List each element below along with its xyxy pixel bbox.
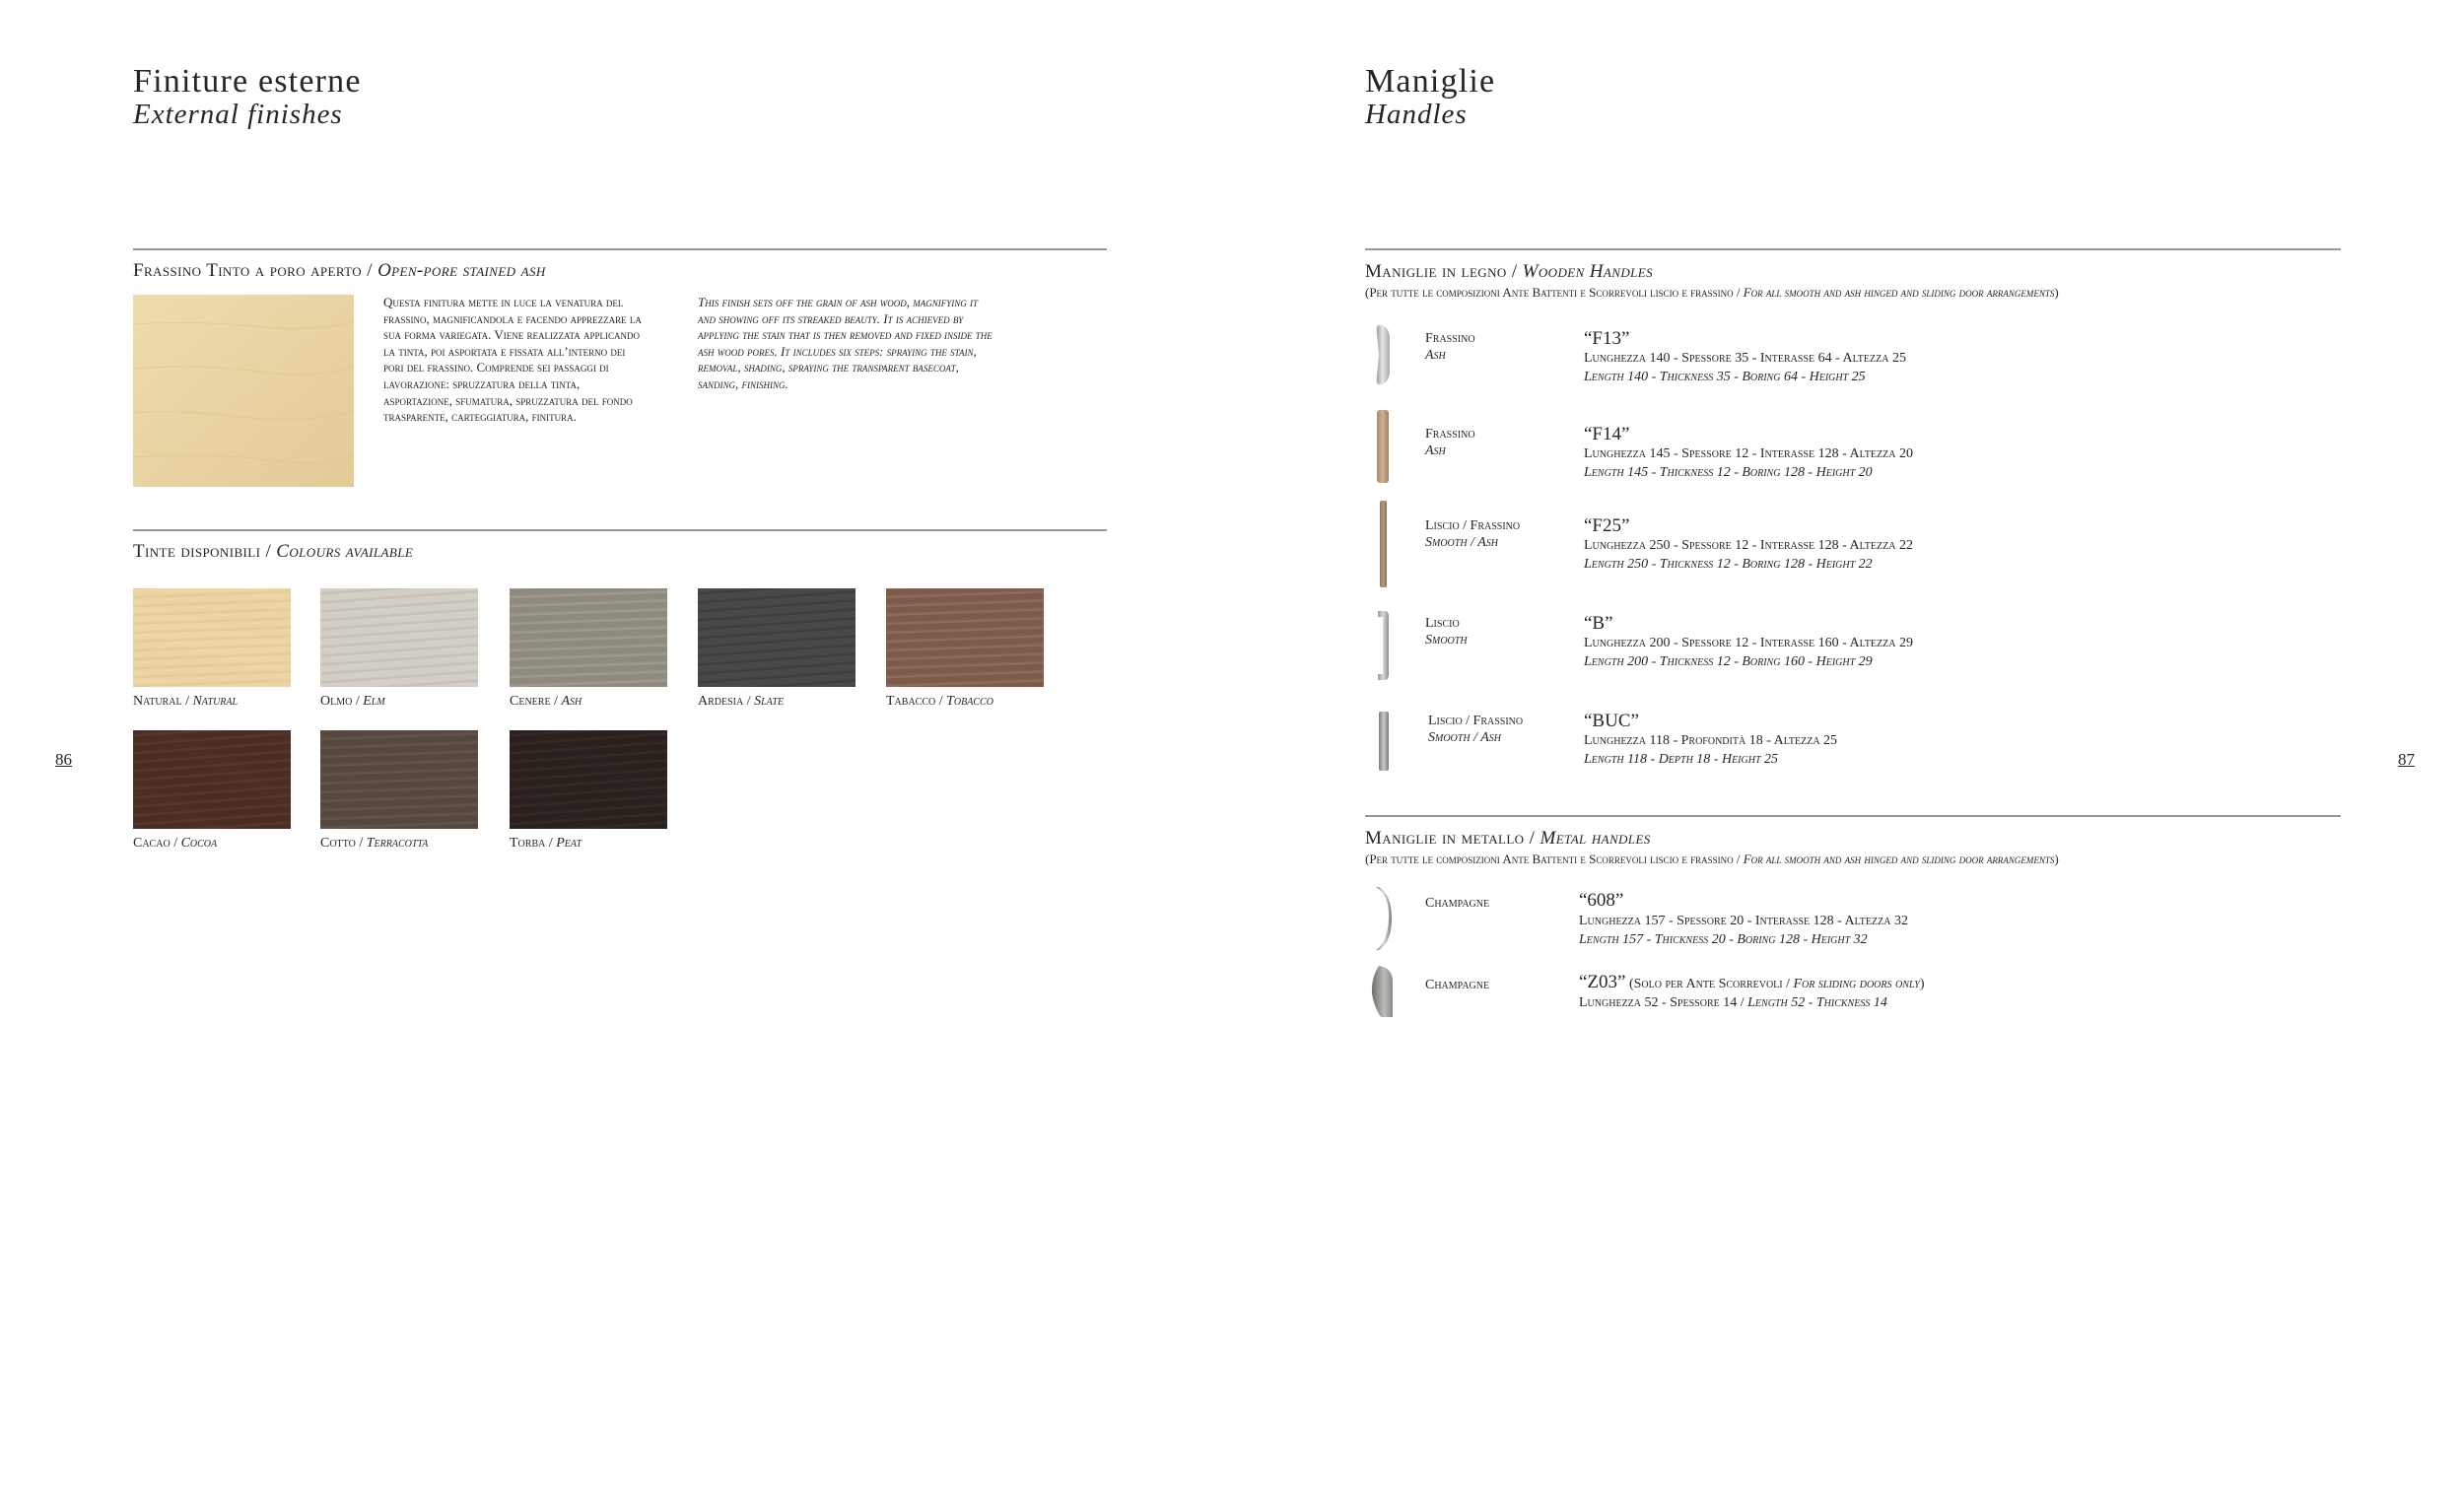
handle-model-name: “BUC” <box>1584 711 1639 731</box>
metal-handles-note: (Per tutte le composizioni Ante Battenti e Scorrevoli liscio e frassino / For all smooth and ash hinged and sliding door arrangements) <box>1365 852 2059 866</box>
handle-note: (Solo per Ante Scorrevoli / For sliding doors only) <box>1628 977 1925 991</box>
handles-page-title: Maniglie <box>1365 63 1496 100</box>
handle-spec-en: Length 157 - Thickness 20 - Boring 128 - Height 32 <box>1579 932 1868 947</box>
handle-b-image <box>1377 609 1391 687</box>
handle-spec-it: Lunghezza 200 - Spessore 12 - Interasse 160 - Altezza 29 <box>1584 636 1913 650</box>
page-number-left: 86 <box>55 750 72 769</box>
colour-swatch-tobacco <box>886 588 1044 687</box>
handle-material-label: Frassino Ash <box>1425 331 1475 363</box>
handle-model-name: “F14” <box>1584 424 1630 444</box>
handle-finish-label: Champagne <box>1425 896 1490 911</box>
handle-material-label: Liscio / Frassino Smooth / Ash <box>1428 714 1524 745</box>
handle-f13-image <box>1373 323 1393 391</box>
handle-z03-image <box>1369 964 1395 1024</box>
colour-label: Cacao / Cocoa <box>133 836 218 851</box>
colour-swatch-cocoa <box>133 730 291 829</box>
handle-material-label: Liscio / Frassino Smooth / Ash <box>1425 518 1521 550</box>
colour-label: Tabacco / Tobacco <box>886 694 993 709</box>
handle-608-image <box>1373 885 1393 957</box>
handle-finish-label: Champagne <box>1425 978 1490 992</box>
handle-spec-it: Lunghezza 157 - Spessore 20 - Interasse 128 - Altezza 32 <box>1579 914 1908 928</box>
handle-model-name: “B” <box>1584 613 1613 634</box>
handle-spec-en: Length 118 - Depth 18 - Height 25 <box>1584 752 1779 767</box>
handle-model-name: “F25” <box>1584 515 1630 536</box>
handle-f14-image <box>1376 410 1390 488</box>
handles-page-subtitle: Handles <box>1365 99 1468 130</box>
page-subtitle: External finishes <box>133 99 343 130</box>
colour-swatch-natural <box>133 588 291 687</box>
colour-label: Ardesia / Slate <box>698 694 785 709</box>
handle-spec-it: Lunghezza 118 - Profondità 18 - Altezza 25 <box>1584 733 1838 748</box>
handle-model-name: “Z03” (Solo per Ante Scorrevoli / For sliding doors only) <box>1579 972 1925 992</box>
section-divider <box>1365 248 2341 250</box>
finish-heading-en: Open-pore stained ash <box>377 260 546 281</box>
handle-material-label: Liscio Smooth <box>1425 616 1468 648</box>
colour-swatch-elm <box>320 588 478 687</box>
metal-handles-heading: Maniglie in metallo / Metal handles <box>1365 828 1651 849</box>
handle-spec-en: Length 145 - Thickness 12 - Boring 128 - Height 20 <box>1584 465 1873 480</box>
page-number-right: 87 <box>2398 750 2415 769</box>
section-divider <box>133 248 1107 250</box>
finish-heading-it: Frassino Tinto a poro aperto <box>133 260 363 281</box>
handle-buc-image <box>1377 712 1391 776</box>
handle-spec: Lunghezza 52 - Spessore 14 / Length 52 - Thickness 14 <box>1579 995 1887 1010</box>
handle-model-name: “608” <box>1579 890 1624 911</box>
handle-model-name: “F13” <box>1584 328 1630 349</box>
finish-description-it: Questa finitura mette in luce la venatura del frassino, magnificandola e facendo apprezzare la sua forma variegata. Viene realizzata applicando la tinta, poi asportata e fissata all’interno dei pori del frassino. Comprende sei passaggi di lavorazione: spruzzatura della tinta, asportazione, sfumatura, spruzzatura del fondo trasparente, carteggiatura, finitura. <box>383 295 642 425</box>
finish-swatch-image <box>133 295 354 487</box>
page-title: Finiture esterne <box>133 63 362 100</box>
finish-description-en: This finish sets off the grain of ash wood, magnifying it and showing off its streaked beauty. It is achieved by applying the stain that is then removed and fixed inside the ash wood pores. It includes six steps: spraying the stain, removal, shading, spraying the transparent basecoat, sanding, finishing. <box>698 295 992 391</box>
section-divider <box>1365 815 2341 817</box>
colour-label: Cotto / Terracotta <box>320 836 429 851</box>
handle-f25-image <box>1379 501 1389 592</box>
colour-label: Torba / Peat <box>510 836 582 851</box>
colour-label: Cenere / Ash <box>510 694 582 709</box>
colours-heading: Tinte disponibili / Colours available <box>133 541 414 562</box>
wooden-handles-heading: Maniglie in legno / Wooden Handles <box>1365 261 1654 282</box>
colour-swatch-terracotta <box>320 730 478 829</box>
colour-swatch-ash <box>510 588 667 687</box>
handle-spec-en: Length 200 - Thickness 12 - Boring 160 - Height 29 <box>1584 654 1873 669</box>
colour-swatch-slate <box>698 588 856 687</box>
finish-swatch <box>133 295 354 487</box>
handle-spec-en: Length 250 - Thickness 12 - Boring 128 - Height 22 <box>1584 557 1873 572</box>
colours-heading-it: Tinte disponibili <box>133 541 261 562</box>
wooden-handles-note: (Per tutte le composizioni Ante Battenti e Scorrevoli liscio e frassino / For all smooth and ash hinged and sliding door arrangements) <box>1365 285 2059 300</box>
colour-label: Natural / Natural <box>133 694 239 709</box>
section-divider <box>133 529 1107 531</box>
handle-spec-en: Length 140 - Thickness 35 - Boring 64 - Height 25 <box>1584 370 1866 384</box>
finish-heading: Frassino Tinto a poro aperto / Open-pore stained ash <box>133 260 546 281</box>
handle-material-label: Frassino Ash <box>1425 427 1475 458</box>
colours-heading-en: Colours available <box>276 541 414 562</box>
colour-label: Olmo / Elm <box>320 694 385 709</box>
handle-spec-it: Lunghezza 145 - Spessore 12 - Interasse 128 - Altezza 20 <box>1584 446 1913 461</box>
handle-spec-it: Lunghezza 250 - Spessore 12 - Interasse 128 - Altezza 22 <box>1584 538 1913 553</box>
handle-spec-it: Lunghezza 140 - Spessore 35 - Interasse 64 - Altezza 25 <box>1584 351 1906 366</box>
colour-swatch-peat <box>510 730 667 829</box>
